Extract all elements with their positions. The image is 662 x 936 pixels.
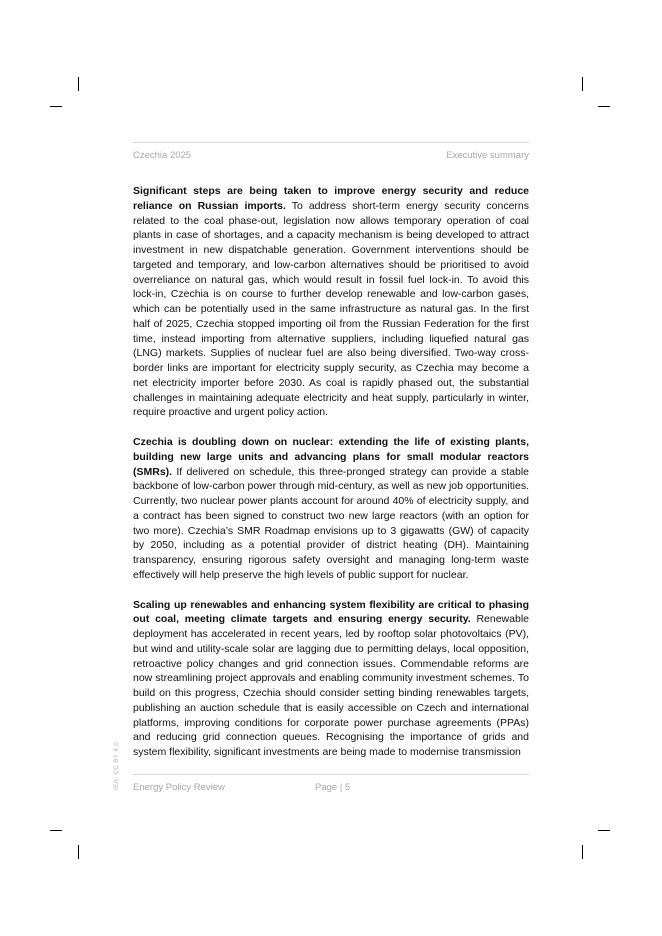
page-body	[133, 184, 529, 775]
paragraph-lead: Significant steps are being taken to improve energy security and reduce reliance on Russian imports.	[133, 185, 529, 212]
paragraph-nuclear	[133, 435, 529, 583]
paragraph-text: Renewable deployment has accelerated in recent years, led by rooftop solar photovoltaics (PV), but wind and utility-scale solar are lagging due to permitting delays, local opposition, retroactive policy changes and grid connection issues. Commendable reforms are now streamlining project approvals and enabling community investment schemes. To build on this progress, Czechia should consider setting binding renewables targets, publishing an auction schedule that is easily accessible on Czech and international platforms, improving conditions for corporate power purchase agreements (PPAs) and reducing grid connection queues. Recognising the importance of grids and system flexibility, significant investments are being made to modernise transmission	[133, 613, 529, 758]
crop-mark	[50, 106, 62, 107]
paragraph-text: If delivered on schedule, this three-pronged strategy can provide a stable backbone of low-carbon power through mid-century, as well as new job opportunities. Currently, two nuclear power plants account for around 40% of electricity supply, and a contract has been signed to construct two new large reactors (with an option for two more). Czechia’s SMR Roadmap envisions up to 3 gigawatts (GW) of capacity by 2050, including as a potential provider of district heating (DH). Maintaining transparency, ensuring rigorous safety oversight and managing long-term waste effectively will help preserve the high levels of public support for nuclear.	[133, 465, 529, 581]
crop-mark	[598, 106, 610, 107]
paragraph-lead: Scaling up renewables and enhancing system flexibility are critical to phasing out coal, meeting climate targets and ensuring energy security.	[133, 598, 529, 626]
paragraph-energy-security	[133, 184, 529, 420]
page-number: Page | 5	[315, 782, 351, 793]
license-watermark: IEA. CC BY 4.0.	[114, 739, 120, 790]
crop-mark	[50, 830, 62, 831]
crop-mark	[582, 77, 583, 91]
paragraph-text: To address short-term energy security concerns related to the coal phase-out, legislation now allows temporary operation of coal plants in case of shortages, and a capacity mechanism is being developed to attract investment in new dispatchable generation. Government interventions should be targeted and temporary, and low-carbon alternatives should be prioritised to avoid overreliance on natural gas, which would result in fossil fuel lock-in. To avoid this lock-in, Czechia is on course to further develop renewable and low-carbon gases, which can be potentially used in the same infrastructure as natural gas. In the first half of 2025, Czechia stopped importing oil from the Russian Federation for the first time, instead importing from alternative suppliers, including liquefied natural gas (LNG) markets. Supplies of nuclear fuel are also being diversified. Two-way cross-border links are important for electricity supply security, as Czechia may become a net electricity importer before 2030. As coal is rapidly phased out, the substantial challenges in maintaining adequate electricity and heat supply, particularly in winter, require proactive and urgent policy action.	[133, 199, 530, 419]
crop-mark	[78, 77, 79, 91]
header-section-title: Executive summary	[446, 150, 529, 161]
paragraph-renewables	[133, 598, 529, 760]
crop-mark	[598, 830, 610, 831]
paragraph-lead: Czechia is doubling down on nuclear: extending the life of existing plants, building new large units and advancing plans for small modular reactors (SMRs).	[133, 436, 529, 478]
header-report-title: Czechia 2025	[133, 150, 192, 161]
crop-mark	[582, 845, 583, 859]
footer-rule	[133, 774, 529, 775]
header-rule	[133, 142, 529, 143]
crop-mark	[78, 845, 79, 859]
footer-publication: Energy Policy Review	[133, 782, 225, 793]
